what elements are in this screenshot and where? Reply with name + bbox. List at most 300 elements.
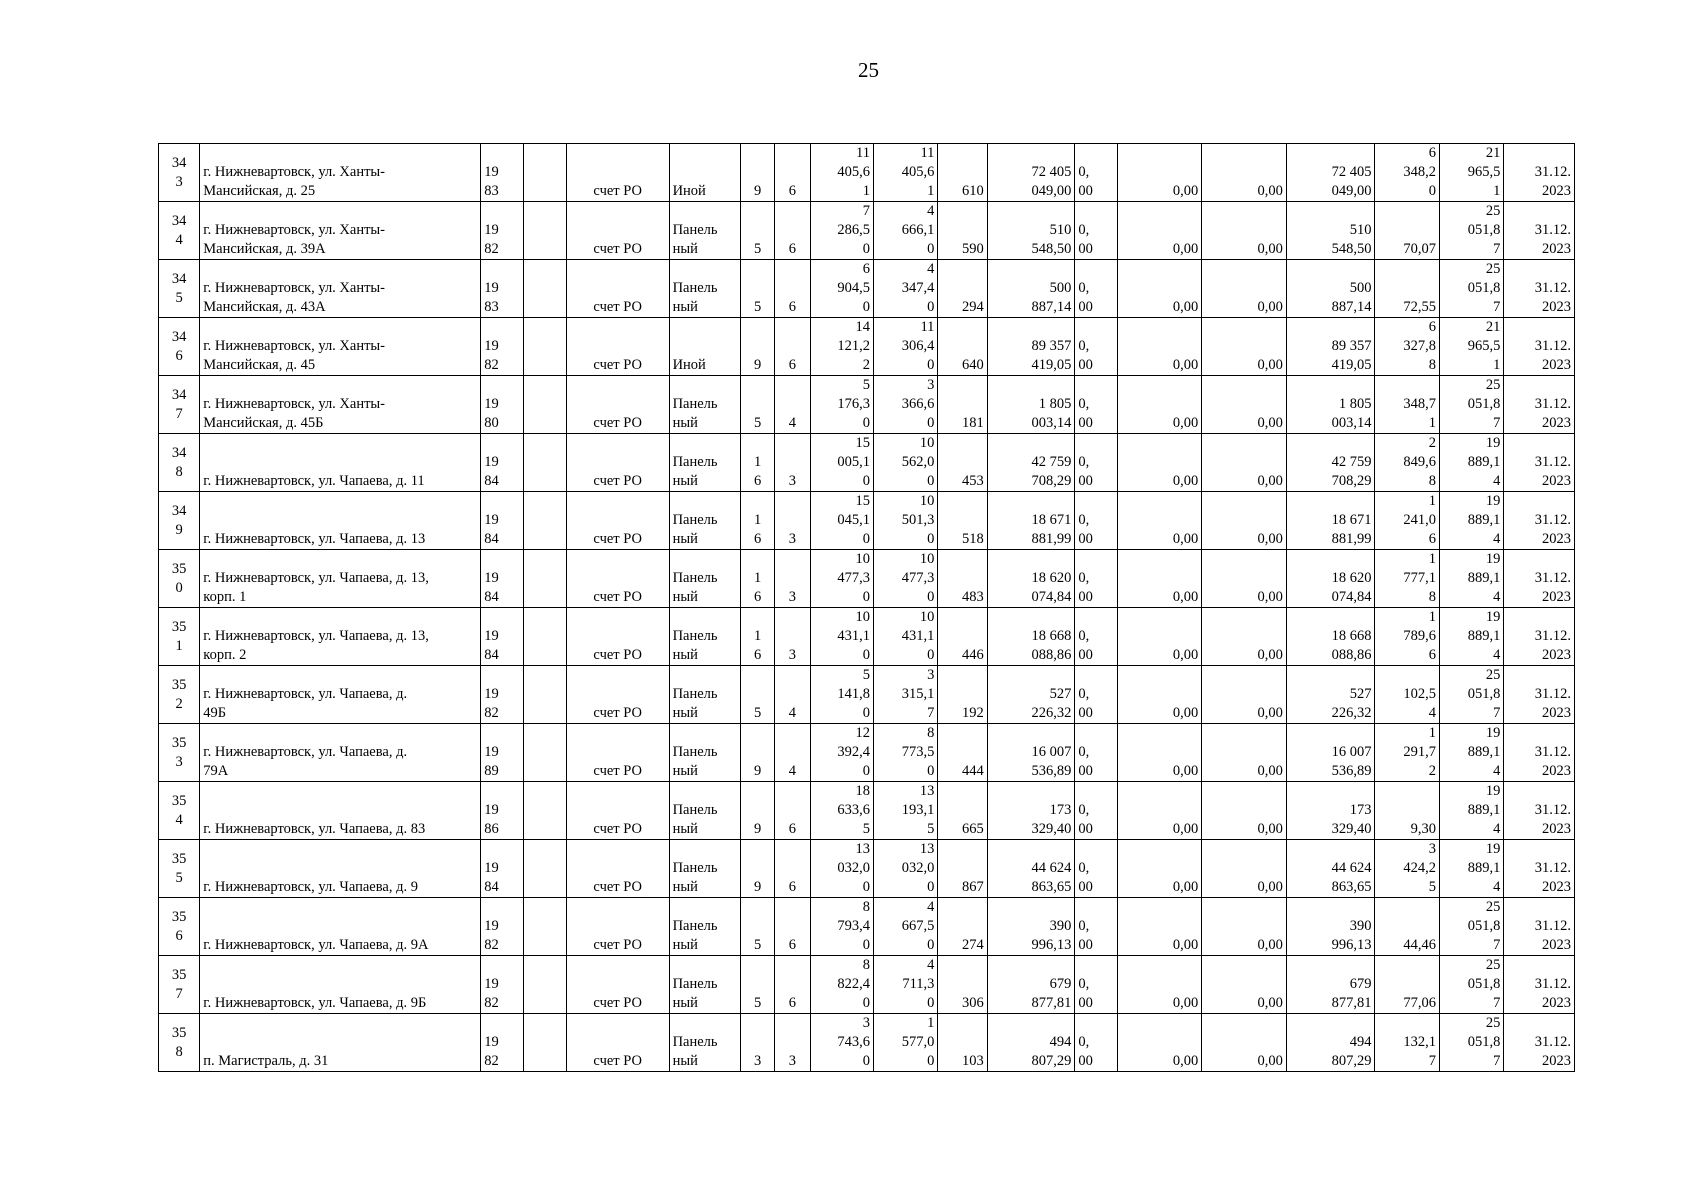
federal-funds-line: 0, [1078, 164, 1090, 180]
unit-cost-line: 8 [1428, 357, 1436, 373]
deadline-cell [1504, 318, 1575, 376]
row-number-line: 35 [171, 1024, 187, 1041]
total-cost-line: 44 624 [1031, 860, 1072, 876]
commission-year-line: 82 [484, 705, 499, 721]
max-unit-cost-line: 25 [1485, 667, 1501, 683]
table-row [159, 376, 1575, 434]
owners-funds-line: 18 671 [1331, 512, 1372, 528]
deadline-line: 31.12. [1534, 628, 1571, 644]
row-number-line: 5 [175, 289, 183, 306]
commission-year-line: 84 [484, 589, 499, 605]
row-number-line: 7 [175, 405, 183, 422]
max-unit-cost-line: 19 [1485, 435, 1501, 451]
max-unit-cost-line: 7 [1493, 299, 1501, 315]
address-line: корп. 1 [203, 589, 247, 605]
address-cell [200, 666, 481, 724]
federal-funds-line: 00 [1078, 1053, 1093, 1069]
federal-funds-line: 0, [1078, 396, 1090, 412]
living-area-line: 8 [927, 725, 935, 741]
wall-material-line: ный [672, 589, 698, 605]
total-cost-line: 510 [1049, 222, 1072, 238]
living-area-line: 0 [927, 647, 935, 663]
total-cost-line: 003,14 [1031, 415, 1072, 431]
regional-funds-cell: 0,00 [1117, 550, 1202, 608]
max-unit-cost-line: 25 [1485, 203, 1501, 219]
table-row [159, 1014, 1575, 1072]
federal-funds-line: 0, [1078, 570, 1090, 586]
commission-year-cell [481, 898, 523, 956]
wall-material-line: ный [672, 241, 698, 257]
deadline-cell [1504, 782, 1575, 840]
federal-funds-line: 00 [1078, 531, 1093, 547]
total-cost-cell [987, 724, 1075, 782]
entrances-cell: 6 [775, 840, 810, 898]
address-line: г. Нижневартовск, ул. Чапаева, д. [203, 686, 408, 702]
floors-cell [741, 666, 775, 724]
address-line: Мансийская, д. 39А [203, 241, 326, 257]
wall-material-cell [669, 724, 741, 782]
max-unit-cost-line: 7 [1493, 705, 1501, 721]
empty-cell [523, 666, 566, 724]
address-cell [200, 724, 481, 782]
owners-funds-line: 548,50 [1331, 241, 1372, 257]
unit-cost-line: 77,06 [1403, 995, 1436, 1011]
total-area-line: 6 [862, 261, 870, 277]
max-unit-cost-line: 19 [1485, 841, 1501, 857]
owners-funds-cell [1286, 608, 1375, 666]
wall-material-cell [669, 898, 741, 956]
federal-funds-line: 0, [1078, 222, 1090, 238]
floors-line: 6 [754, 647, 762, 663]
fund-method-cell: счет РО [566, 956, 669, 1014]
regional-funds-cell: 0,00 [1117, 1014, 1202, 1072]
fund-method-cell: счет РО [566, 434, 669, 492]
unit-cost-line: 789,6 [1403, 628, 1436, 644]
owners-funds-line: 44 624 [1331, 860, 1372, 876]
living-area-line: 0 [927, 763, 935, 779]
unit-cost-line: 348,2 [1403, 164, 1436, 180]
fund-method-cell: счет РО [566, 202, 669, 260]
floors-line: 9 [754, 183, 762, 199]
floors-cell [741, 492, 775, 550]
regional-funds-cell: 0,00 [1117, 492, 1202, 550]
total-cost-line: 494 [1049, 1034, 1072, 1050]
federal-funds-cell [1075, 260, 1117, 318]
address-line: г. Нижневартовск, ул. Чапаева, д. 13, [203, 628, 429, 644]
total-area-line: 13 [855, 841, 870, 857]
table-row [159, 840, 1575, 898]
living-area-cell [873, 434, 937, 492]
living-area-cell [873, 318, 937, 376]
owners-funds-line: 510 [1349, 222, 1372, 238]
total-area-cell [810, 724, 873, 782]
regional-funds-cell: 0,00 [1117, 782, 1202, 840]
empty-cell [523, 724, 566, 782]
deadline-line: 2023 [1542, 299, 1571, 315]
total-cost-cell [987, 144, 1075, 202]
living-area-line: 193,1 [901, 802, 935, 818]
living-area-cell [873, 492, 937, 550]
table-row [159, 666, 1575, 724]
row-number-line: 35 [171, 560, 187, 577]
living-area-cell [873, 608, 937, 666]
row-number-line: 9 [175, 521, 183, 538]
empty-cell [523, 956, 566, 1014]
unit-cost-line: 102,5 [1403, 686, 1436, 702]
residents-cell: 446 [938, 608, 987, 666]
deadline-line: 2023 [1542, 357, 1571, 373]
row-number-line: 6 [175, 347, 183, 364]
living-area-cell [873, 550, 937, 608]
federal-funds-cell [1075, 956, 1117, 1014]
owners-funds-cell [1286, 144, 1375, 202]
unit-cost-cell [1375, 434, 1439, 492]
wall-material-line: Панель [672, 280, 718, 296]
residents-cell: 294 [938, 260, 987, 318]
max-unit-cost-line: 051,8 [1467, 222, 1501, 238]
owners-funds-line: 494 [1349, 1034, 1372, 1050]
floors-line: 9 [754, 821, 762, 837]
total-cost-line: 536,89 [1031, 763, 1072, 779]
total-area-cell [810, 782, 873, 840]
municipal-funds-cell: 0,00 [1202, 260, 1287, 318]
total-cost-line: 329,40 [1031, 821, 1072, 837]
living-area-line: 315,1 [901, 686, 935, 702]
floors-cell [741, 318, 775, 376]
address-line: г. Нижневартовск, ул. Чапаева, д. 9 [203, 879, 418, 895]
federal-funds-cell [1075, 492, 1117, 550]
total-area-line: 3 [862, 1015, 870, 1031]
address-line: г. Нижневартовск, ул. Ханты- [203, 338, 385, 354]
address-line: Мансийская, д. 25 [203, 183, 316, 199]
municipal-funds-cell: 0,00 [1202, 782, 1287, 840]
fund-method-cell: счет РО [566, 144, 669, 202]
deadline-line: 31.12. [1534, 918, 1571, 934]
commission-year-line: 19 [484, 164, 499, 180]
federal-funds-line: 00 [1078, 299, 1093, 315]
owners-funds-line: 89 357 [1331, 338, 1372, 354]
commission-year-line: 84 [484, 473, 499, 489]
row-number-line: 8 [175, 463, 183, 480]
row-number-line: 8 [175, 1043, 183, 1060]
fund-method-cell: счет РО [566, 376, 669, 434]
wall-material-cell [669, 492, 741, 550]
total-area-cell [810, 1014, 873, 1072]
wall-material-line: Иной [672, 183, 706, 199]
deadline-cell [1504, 260, 1575, 318]
empty-cell [523, 608, 566, 666]
commission-year-line: 83 [484, 183, 499, 199]
municipal-funds-cell: 0,00 [1202, 492, 1287, 550]
owners-funds-cell [1286, 376, 1375, 434]
empty-cell [523, 782, 566, 840]
row-number-line: 35 [171, 850, 187, 867]
federal-funds-cell [1075, 608, 1117, 666]
federal-funds-line: 0, [1078, 744, 1090, 760]
regional-funds-cell: 0,00 [1117, 318, 1202, 376]
unit-cost-line: 1 [1428, 415, 1436, 431]
owners-funds-line: 003,14 [1331, 415, 1372, 431]
total-area-cell [810, 608, 873, 666]
unit-cost-cell [1375, 840, 1439, 898]
owners-funds-line: 18 668 [1331, 628, 1372, 644]
total-area-line: 431,1 [837, 628, 870, 644]
max-unit-cost-cell [1439, 1014, 1503, 1072]
total-area-line: 11 [856, 145, 870, 161]
deadline-line: 31.12. [1534, 164, 1571, 180]
wall-material-line: ный [672, 1053, 698, 1069]
residents-cell: 610 [938, 144, 987, 202]
address-line: Мансийская, д. 43А [203, 299, 326, 315]
total-area-line: 0 [862, 1053, 870, 1069]
max-unit-cost-cell [1439, 666, 1503, 724]
unit-cost-line: 1 [1428, 493, 1436, 509]
wall-material-cell [669, 666, 741, 724]
max-unit-cost-line: 25 [1485, 957, 1501, 973]
address-cell [200, 434, 481, 492]
deadline-cell [1504, 898, 1575, 956]
empty-cell [523, 376, 566, 434]
commission-year-cell [481, 144, 523, 202]
max-unit-cost-line: 051,8 [1467, 918, 1501, 934]
floors-line: 1 [754, 512, 762, 528]
living-area-line: 431,1 [901, 628, 935, 644]
fund-method-cell: счет РО [566, 608, 669, 666]
owners-funds-cell [1286, 782, 1375, 840]
residents-cell: 640 [938, 318, 987, 376]
residents-cell: 444 [938, 724, 987, 782]
deadline-line: 31.12. [1534, 396, 1571, 412]
unit-cost-line: 241,0 [1403, 512, 1436, 528]
row-number-cell [159, 202, 200, 260]
commission-year-line: 19 [484, 744, 499, 760]
deadline-line: 2023 [1542, 183, 1571, 199]
municipal-funds-cell: 0,00 [1202, 144, 1287, 202]
federal-funds-line: 0, [1078, 802, 1090, 818]
total-cost-line: 42 759 [1031, 454, 1072, 470]
federal-funds-line: 0, [1078, 280, 1090, 296]
total-cost-line: 419,05 [1031, 357, 1072, 373]
total-area-cell [810, 434, 873, 492]
total-cost-line: 679 [1049, 976, 1072, 992]
federal-funds-line: 0, [1078, 976, 1090, 992]
row-number-line: 35 [171, 908, 187, 925]
empty-cell [523, 260, 566, 318]
commission-year-line: 89 [484, 763, 499, 779]
owners-funds-line: 049,00 [1331, 183, 1372, 199]
total-area-line: 5 [862, 821, 870, 837]
commission-year-cell [481, 782, 523, 840]
commission-year-line: 19 [484, 222, 499, 238]
fund-method-cell: счет РО [566, 666, 669, 724]
deadline-line: 31.12. [1534, 512, 1571, 528]
commission-year-cell [481, 318, 523, 376]
address-line: г. Нижневартовск, ул. Чапаева, д. 9А [203, 937, 429, 953]
total-area-line: 5 [862, 377, 870, 393]
deadline-cell [1504, 550, 1575, 608]
commission-year-cell [481, 202, 523, 260]
total-cost-cell [987, 840, 1075, 898]
entrances-cell: 6 [775, 318, 810, 376]
living-area-line: 4 [927, 957, 935, 973]
row-number-cell [159, 666, 200, 724]
federal-funds-cell [1075, 550, 1117, 608]
commission-year-line: 82 [484, 995, 499, 1011]
commission-year-line: 19 [484, 976, 499, 992]
floors-line: 3 [754, 1053, 762, 1069]
row-number-cell [159, 782, 200, 840]
living-area-line: 032,0 [901, 860, 935, 876]
total-cost-cell [987, 376, 1075, 434]
table-row [159, 144, 1575, 202]
floors-cell [741, 144, 775, 202]
unit-cost-line: 7 [1428, 1053, 1436, 1069]
commission-year-line: 19 [484, 918, 499, 934]
commission-year-line: 82 [484, 241, 499, 257]
total-cost-line: 088,86 [1031, 647, 1072, 663]
total-cost-line: 1 805 [1038, 396, 1072, 412]
max-unit-cost-cell [1439, 550, 1503, 608]
floors-line: 9 [754, 357, 762, 373]
unit-cost-line: 6 [1428, 647, 1436, 663]
federal-funds-cell [1075, 840, 1117, 898]
living-area-line: 10 [919, 435, 935, 451]
owners-funds-line: 679 [1349, 976, 1372, 992]
commission-year-line: 86 [484, 821, 499, 837]
deadline-line: 2023 [1542, 705, 1571, 721]
commission-year-cell [481, 666, 523, 724]
max-unit-cost-line: 19 [1485, 725, 1501, 741]
unit-cost-line: 6 [1428, 319, 1436, 335]
row-number-line: 2 [175, 695, 183, 712]
floors-cell [741, 434, 775, 492]
wall-material-line: Панель [672, 454, 718, 470]
table-row [159, 260, 1575, 318]
table-row [159, 724, 1575, 782]
regional-funds-cell: 0,00 [1117, 202, 1202, 260]
unit-cost-cell [1375, 666, 1439, 724]
row-number-line: 35 [171, 734, 187, 751]
federal-funds-line: 0, [1078, 1034, 1090, 1050]
wall-material-line: ный [672, 995, 698, 1011]
living-area-line: 366,6 [901, 396, 935, 412]
address-line: г. Нижневартовск, ул. Чапаева, д. 83 [203, 821, 426, 837]
total-area-line: 286,5 [837, 222, 870, 238]
deadline-cell [1504, 608, 1575, 666]
federal-funds-line: 0, [1078, 860, 1090, 876]
entrances-cell: 4 [775, 724, 810, 782]
max-unit-cost-line: 25 [1485, 1015, 1501, 1031]
regional-funds-cell: 0,00 [1117, 666, 1202, 724]
floors-cell [741, 898, 775, 956]
max-unit-cost-line: 4 [1493, 879, 1501, 895]
living-area-line: 0 [927, 241, 935, 257]
wall-material-cell [669, 318, 741, 376]
total-cost-line: 390 [1049, 918, 1072, 934]
row-number-cell [159, 492, 200, 550]
row-number-line: 7 [175, 985, 183, 1002]
living-area-cell [873, 1014, 937, 1072]
unit-cost-cell [1375, 492, 1439, 550]
total-area-line: 0 [862, 589, 870, 605]
commission-year-line: 19 [484, 512, 499, 528]
wall-material-cell [669, 260, 741, 318]
floors-line: 1 [754, 570, 762, 586]
deadline-cell [1504, 202, 1575, 260]
empty-cell [523, 144, 566, 202]
wall-material-line: Панель [672, 976, 718, 992]
entrances-cell: 6 [775, 202, 810, 260]
owners-funds-cell [1286, 202, 1375, 260]
row-number-line: 34 [171, 154, 187, 171]
wall-material-cell [669, 376, 741, 434]
total-cost-line: 877,81 [1031, 995, 1072, 1011]
residents-cell: 518 [938, 492, 987, 550]
floors-cell [741, 550, 775, 608]
municipal-funds-cell: 0,00 [1202, 550, 1287, 608]
municipal-funds-cell: 0,00 [1202, 376, 1287, 434]
total-area-line: 121,2 [837, 338, 870, 354]
total-area-line: 0 [862, 879, 870, 895]
total-area-line: 0 [862, 241, 870, 257]
max-unit-cost-line: 7 [1493, 1053, 1501, 1069]
total-cost-line: 049,00 [1031, 183, 1072, 199]
max-unit-cost-line: 7 [1493, 415, 1501, 431]
entrances-cell: 6 [775, 260, 810, 318]
owners-funds-line: 536,89 [1331, 763, 1372, 779]
federal-funds-cell [1075, 898, 1117, 956]
owners-funds-line: 329,40 [1331, 821, 1372, 837]
living-area-line: 562,0 [901, 454, 935, 470]
row-number-line: 35 [171, 618, 187, 635]
wall-material-line: Панель [672, 860, 718, 876]
max-unit-cost-line: 965,5 [1467, 338, 1501, 354]
total-cost-line: 548,50 [1031, 241, 1072, 257]
row-number-cell [159, 956, 200, 1014]
max-unit-cost-line: 889,1 [1467, 802, 1501, 818]
floors-line: 5 [754, 241, 762, 257]
regional-funds-cell: 0,00 [1117, 840, 1202, 898]
living-area-line: 10 [919, 493, 935, 509]
owners-funds-cell [1286, 956, 1375, 1014]
total-area-cell [810, 376, 873, 434]
regional-funds-cell: 0,00 [1117, 434, 1202, 492]
address-line: Мансийская, д. 45 [203, 357, 316, 373]
municipal-funds-cell: 0,00 [1202, 898, 1287, 956]
municipal-funds-cell: 0,00 [1202, 840, 1287, 898]
address-cell [200, 956, 481, 1014]
address-cell [200, 318, 481, 376]
wall-material-cell [669, 782, 741, 840]
address-line: Мансийская, д. 45Б [203, 415, 324, 431]
federal-funds-cell [1075, 724, 1117, 782]
max-unit-cost-line: 7 [1493, 241, 1501, 257]
address-line: корп. 2 [203, 647, 247, 663]
unit-cost-line: 424,2 [1403, 860, 1436, 876]
federal-funds-cell [1075, 1014, 1117, 1072]
deadline-line: 31.12. [1534, 222, 1571, 238]
total-cost-line: 807,29 [1031, 1053, 1072, 1069]
floors-line: 6 [754, 473, 762, 489]
max-unit-cost-cell [1439, 608, 1503, 666]
owners-funds-line: 708,29 [1331, 473, 1372, 489]
row-number-cell [159, 898, 200, 956]
floors-cell [741, 782, 775, 840]
owners-funds-line: 074,84 [1331, 589, 1372, 605]
wall-material-cell [669, 956, 741, 1014]
living-area-line: 1 [927, 1015, 935, 1031]
living-area-line: 0 [927, 357, 935, 373]
